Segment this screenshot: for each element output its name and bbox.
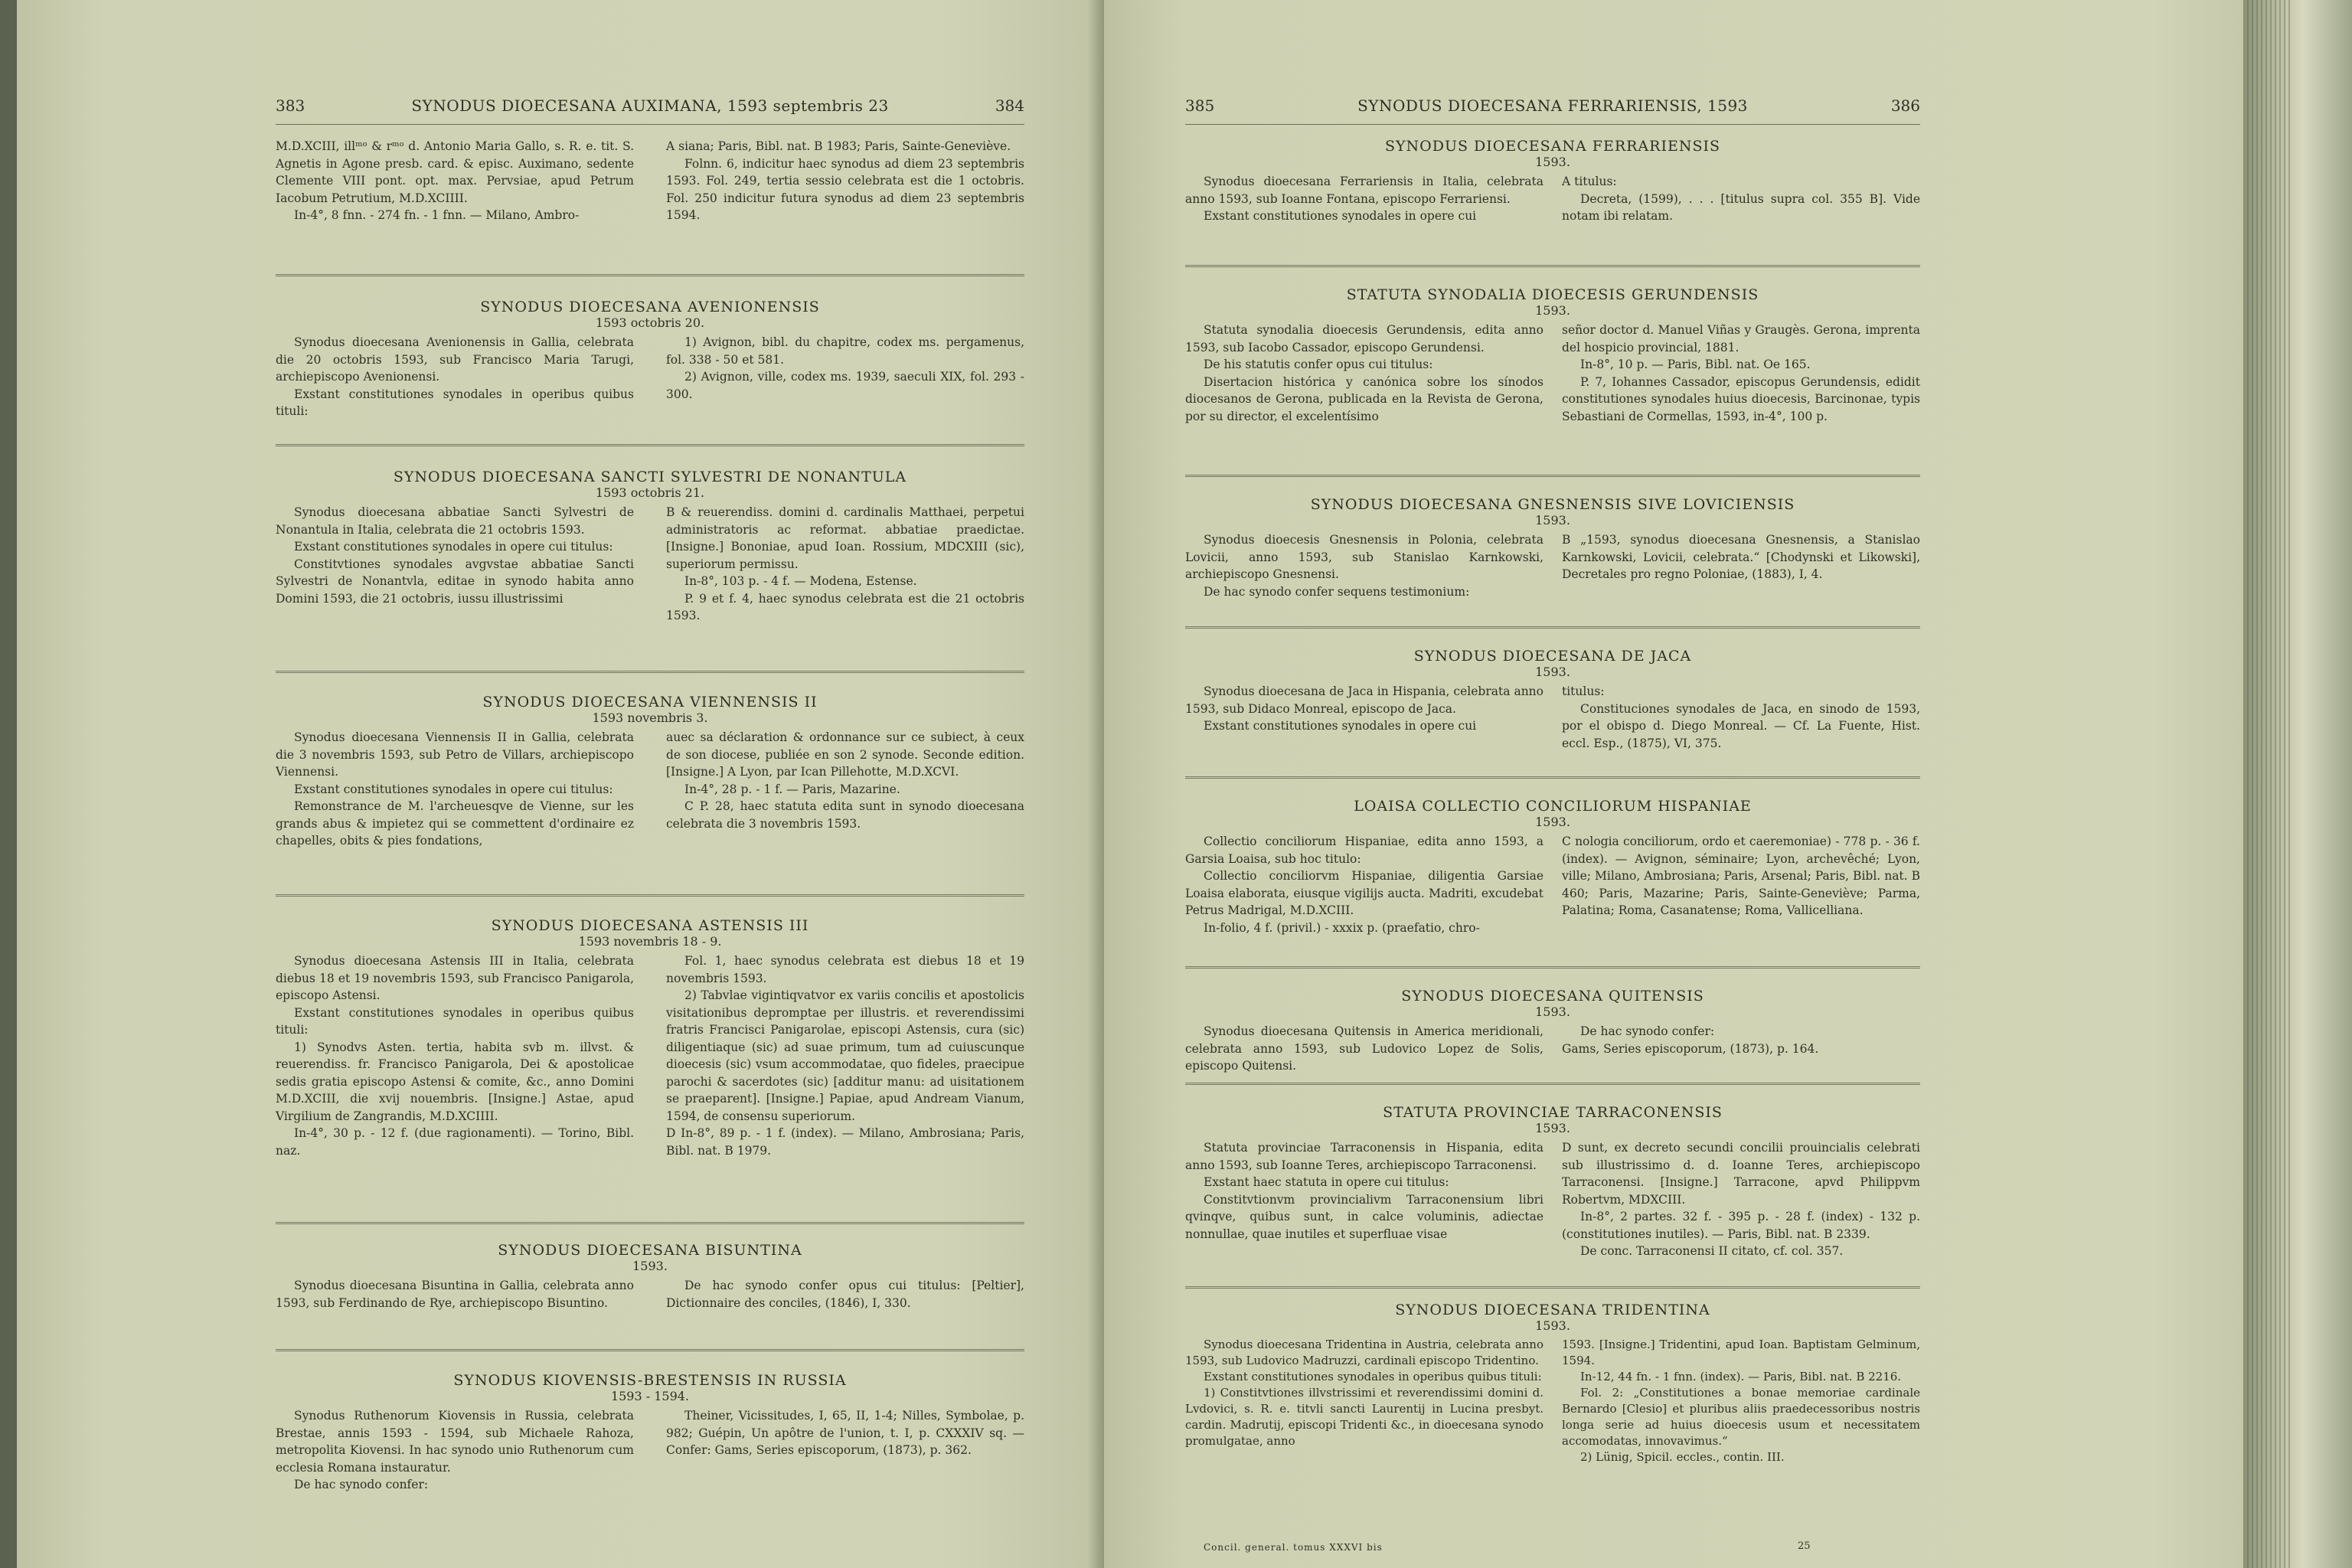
- paragraph: Exstant constitutiones synodales in opere cui titulus:: [294, 782, 613, 796]
- entry-date: 1593 octobris 21.: [595, 485, 705, 500]
- section-rule: [276, 444, 1024, 449]
- entry-date: 1593.: [1535, 665, 1570, 679]
- entry-title: SYNODUS DIOECESANA FERRARIENSIS: [1384, 138, 1720, 155]
- section-rule: [1185, 475, 1920, 480]
- paragraph: A siana; Paris, Bibl. nat. B 1983; Paris, Sainte-Geneviève.: [666, 139, 1011, 153]
- paragraph: señor doctor d. Manuel Viñas y Graugès. Gerona, imprenta del hospicio provincial, 1881.: [1562, 323, 1920, 354]
- section-rule: [1185, 626, 1920, 632]
- header-rule: [276, 124, 1024, 125]
- paragraph: P. 7, Iohannes Cassador, episcopus Gerundensis, edidit constitutiones synodales huius dioecesis, Barcinonae, typis Sebastiani de Cormellas, 1593, in-4°, 100 p.: [1562, 374, 1920, 423]
- entry-title: SYNODUS DIOECESANA GNESNENSIS SIVE LOVICIENSIS: [1310, 496, 1795, 513]
- entry-date: 1593.: [1535, 1004, 1570, 1019]
- running-head-right: [1185, 96, 1920, 124]
- paragraph: 2) Tabvlae vigintiqvatvor ex variis concilis et apostolicis visitationibus depromptae per illustris. et reverendissimi fratris Francisci Panigarolae, episcopi Astensis, cura (sic) diligentiaque (sic) ad suae primum, tum ad cuiuscunque dioecesis (sic) vsum accommodatae, quo fideles, praecipue parochi & sacerdotes (sic) [additur manu: ad uisitationem se praeparent]. [Insigne.] Papiae, apud Andream Vianum, 1594, de consensu superiorum.: [666, 988, 1024, 1123]
- paragraph: Constituciones synodales de Jaca, en sinodo de 1593, por el obispo d. Diego Monreal. — Cf. La Fuente, Hist. eccl. Esp., (1875), VI, 375.: [1562, 701, 1920, 750]
- left-column: [276, 138, 634, 224]
- section-rule: [1185, 265, 1920, 270]
- left-column: [1185, 683, 1544, 752]
- paragraph: Synodus dioecesana Astensis III in Italia, celebrata diebus 18 et 19 novembris 1593, sub Francisco Panigarola, episcopo Astensi.: [276, 954, 634, 1002]
- section-rule: [276, 894, 1024, 900]
- entry-title: LOAISA COLLECTIO CONCILIORUM HISPANIAE: [1354, 798, 1752, 815]
- paragraph: A titulus:: [1562, 175, 1617, 188]
- left-column: [1185, 531, 1544, 600]
- paragraph: 2) Lünig, Spicil. eccles., contin. III.: [1580, 1450, 1785, 1464]
- paragraph: P. 9 et f. 4, haec synodus celebrata est die 21 octobris 1593.: [666, 591, 1024, 622]
- entry-title: SYNODUS DIOECESANA QUITENSIS: [1401, 988, 1704, 1004]
- paragraph: C P. 28, haec statuta edita sunt in synodo dioecesana celebrata die 3 novembris 1593.: [666, 799, 1024, 831]
- right-page: [1104, 0, 2243, 1568]
- paragraph: In-8°, 10 p. — Paris, Bibl. nat. Oe 165.: [1580, 358, 1811, 371]
- paragraph: Theiner, Vicissitudes, I, 65, II, 1-4; Nilles, Symbolae, p. 982; Guépin, Un apôtre de l'union, t. I, p. CXXXIV sq. — Confer: Gams, Series episcoporum, (1873), p. 362.: [666, 1409, 1024, 1457]
- paragraph: Remonstrance de M. l'archeuesqve de Vienne, sur les grands abus & impietez qui se commettent d'ordinaire ez chapelles, obits & pies fondations,: [276, 799, 634, 848]
- paragraph: Statuta synodalia dioecesis Gerundensis, edita anno 1593, sub Iacobo Cassador, episcopo Gerundensi.: [1185, 323, 1544, 354]
- left-column: [1185, 833, 1544, 936]
- running-title: SYNODUS DIOECESANA FERRARIENSIS, 1593: [1357, 96, 1748, 115]
- paragraph: 1) Avignon, bibl. du chapitre, codex ms. pergamenus, fol. 338 - 50 et 581.: [666, 335, 1024, 367]
- running-head-left: [276, 96, 1024, 124]
- right-column: [1562, 1139, 1920, 1260]
- header-rule: [1185, 124, 1920, 125]
- column-number: 386: [1890, 96, 1920, 115]
- section-rule: [1185, 1286, 1920, 1292]
- entry-date: 1593.: [1535, 155, 1570, 169]
- right-column: [666, 334, 1024, 420]
- paragraph: Synodus dioecesana Tridentina in Austria, celebrata anno 1593, sub Ludovico Madruzzi, cardinali episcopo Tridentino.: [1185, 1338, 1544, 1367]
- paragraph: De hac synodo confer sequens testimonium:: [1204, 584, 1470, 599]
- paragraph: De hac synodo confer:: [294, 1478, 429, 1491]
- section-rule: [276, 274, 1024, 279]
- entry-date: 1593.: [1535, 303, 1570, 318]
- entry-title: SYNODUS DIOECESANA BISUNTINA: [498, 1242, 802, 1259]
- paragraph: Folnn. 6, indicitur haec synodus ad diem 23 septembris 1593. Fol. 249, tertia sessio celebrata est die 1 octobris. Fol. 250 indicitur futura synodus ad diem 23 septembris 1594.: [666, 156, 1024, 222]
- paragraph: D In-8°, 89 p. - 1 f. (index). — Milano, Ambrosiana; Paris, Bibl. nat. B 1979.: [666, 1126, 1024, 1158]
- paragraph: Constitvtiones synodales avgvstae abbatiae Sancti Sylvestri de Nonantvla, editae in synodo habita anno Domini 1593, die 21 octobris, iussu illustrissimi: [276, 557, 634, 606]
- column-number: 384: [995, 96, 1024, 115]
- right-column: [1562, 1023, 1920, 1075]
- paragraph: Fol. 1, haec synodus celebrata est diebus 18 et 19 novembris 1593.: [666, 954, 1024, 985]
- signature-number: 25: [1798, 1540, 1811, 1552]
- paragraph: 1) Synodvs Asten. tertia, habita svb m. illvst. & reuerendiss. fr. Francisco Panigarola, Dei & apostolicae sedis gratia episcopo Astensi & comite, &c., anno Domini M.D.XCIII, die xvij nouembris. [Insigne.] Astae, apud Virgilium de Zangrandis, M.D.XCIIII.: [276, 1040, 634, 1123]
- paragraph: De his statutis confer opus cui titulus:: [1204, 358, 1433, 371]
- left-column: [1185, 173, 1544, 225]
- entry-title: STATUTA PROVINCIAE TARRACONENSIS: [1383, 1104, 1723, 1121]
- column-number: 383: [276, 96, 305, 115]
- entry-title: SYNODUS DIOECESANA DE JACA: [1413, 648, 1692, 665]
- section-rule: [1185, 776, 1920, 782]
- entry-title: STATUTA SYNODALIA DIOECESIS GERUNDENSIS: [1346, 286, 1759, 303]
- paragraph: Exstant constitutiones synodales in operibus quibus tituli:: [1204, 1370, 1542, 1383]
- signature-line: Concil. general. tomus XXXVI bis: [1204, 1542, 1383, 1553]
- entry-kiovensis: [276, 1372, 1024, 1494]
- entry-tridentina: [1185, 1302, 1920, 1465]
- entry-quitensis: [1185, 988, 1920, 1075]
- paragraph: 1593. [Insigne.] Tridentini, apud Ioan. Baptistam Gelminum, 1594.: [1562, 1338, 1920, 1367]
- paragraph: Synodus dioecesana Quitensis in America meridionali, celebrata anno 1593, sub Ludovico Lopez de Solis, episcopo Quitensi.: [1185, 1024, 1544, 1073]
- section-rule: [276, 671, 1024, 676]
- entry-auximana-continuation: [276, 138, 1024, 224]
- paragraph: Collectio conciliorvm Hispaniae, diligentia Garsiae Loaisa elaborata, eiusque vigilijs aucta. Madriti, excudebat Petrus Madrigal, M.D.XCIII.: [1185, 869, 1544, 917]
- paragraph: In-8°, 2 partes. 32 f. - 395 p. - 28 f. (index) - 132 p. (constitutiones inutiles). — Paris, Bibl. nat. B 2339.: [1562, 1210, 1920, 1241]
- paragraph: C nologia conciliorum, ordo et caeremoniae) - 778 p. - 36 f. (index). — Avignon, séminaire; Lyon, archevêché; Lyon, ville; Milano, Ambrosiana; Paris, Arsenal; Paris, Bibl. nat. B 460; Paris, Mazarine; Paris, Sainte-Geneviève; Parma, Palatina; Roma, Casanatense; Roma, Vallicelliana.: [1562, 835, 1920, 917]
- paragraph: In-4°, 28 p. - 1 f. — Paris, Mazarine.: [684, 782, 900, 796]
- entry-date: 1593.: [1535, 1318, 1570, 1333]
- paragraph: In-folio, 4 f. (privil.) - xxxix p. (praefatio, chro-: [1204, 920, 1480, 935]
- right-column: [1562, 1337, 1920, 1465]
- entry-jaca: [1185, 648, 1920, 752]
- paragraph: In-4°, 8 fnn. - 274 fn. - 1 fnn. — Milano, Ambro-: [294, 208, 580, 222]
- paragraph: Synodus Ruthenorum Kiovensis in Russia, celebrata Brestae, annis 1593 - 1594, sub Michaele Rahoza, metropolita Kiovensi. In hac synodo unio Ruthenorum cum ecclesia Romana instauratur.: [276, 1409, 634, 1475]
- right-column: [1562, 833, 1920, 936]
- paragraph: titulus:: [1562, 684, 1605, 698]
- paragraph: D sunt, ex decreto secundi concilii prouincialis celebrati sub illustrissimo d. d. Ioanne Teres, archiepiscopo Tarraconensi. [Insigne.] Tarracone, apvd Philippvm Robertvm, MDXCIII.: [1562, 1141, 1920, 1207]
- paragraph: Synodus dioecesana Bisuntina in Gallia, celebrata anno 1593, sub Ferdinando de Rye, archiepiscopo Bisuntino.: [276, 1279, 634, 1310]
- paragraph: B „1593, synodus dioecesana Gnesnensis, a Stanislao Karnkowski, Lovicii, celebrata.“ [Chodynski et Likowski], Decretales pro regno Poloniae, (1883), I, 4.: [1562, 533, 1920, 581]
- right-column: [1562, 322, 1920, 425]
- paragraph: In-8°, 103 p. - 4 f. — Modena, Estense.: [684, 574, 917, 588]
- right-column: [666, 138, 1024, 224]
- paragraph: Exstant constitutiones synodales in opere cui titulus:: [294, 540, 613, 554]
- section-rule: [1185, 966, 1920, 972]
- paragraph: De hac synodo confer:: [1580, 1024, 1715, 1038]
- paragraph: Decreta, (1599), . . . [titulus supra col. 355 B]. Vide notam ibi relatam.: [1562, 191, 1920, 223]
- page-edges-lines: [2247, 0, 2293, 1568]
- entry-date: 1593 novembris 18 - 9.: [578, 934, 722, 949]
- paragraph: De hac synodo confer opus cui titulus: [Peltier], Dictionnaire des conciles, (1846), I, 330.: [666, 1279, 1024, 1310]
- left-column: [276, 334, 634, 420]
- left-column: [276, 504, 634, 625]
- running-title: SYNODUS DIOECESANA AUXIMANA, 1593 septembris 23: [411, 96, 889, 115]
- binding-edge: [0, 0, 17, 1568]
- left-column: [276, 1277, 634, 1312]
- entry-date: 1593 novembris 3.: [592, 710, 708, 725]
- entry-date: 1593 octobris 20.: [595, 315, 705, 330]
- paragraph: Synodus dioecesana de Jaca in Hispania, celebrata anno 1593, sub Didaco Monreal, episcopo de Jaca.: [1185, 684, 1544, 716]
- paragraph: Exstant haec statuta in opere cui titulus:: [1204, 1175, 1449, 1189]
- entry-astensis: [276, 917, 1024, 1159]
- paragraph: Exstant constitutiones synodales in operibus quibus tituli:: [276, 1005, 634, 1037]
- entry-title: SYNODUS DIOECESANA SANCTI SYLVESTRI DE NONANTULA: [393, 469, 907, 485]
- right-column: [1562, 683, 1920, 752]
- right-column: [1562, 173, 1920, 225]
- left-page: [17, 0, 1104, 1568]
- left-column: [1185, 1337, 1544, 1465]
- entry-title: SYNODUS DIOECESANA TRIDENTINA: [1395, 1302, 1710, 1318]
- entry-title: SYNODUS DIOECESANA ASTENSIS III: [491, 917, 809, 934]
- entry-date: 1593 - 1594.: [610, 1389, 690, 1403]
- entry-bisuntina: [276, 1242, 1024, 1312]
- paragraph: In-4°, 30 p. - 12 f. (due ragionamenti). — Torino, Bibl. naz.: [276, 1126, 634, 1158]
- entry-avenionensis: [276, 299, 1024, 420]
- right-column: [666, 729, 1024, 850]
- left-column: [1185, 322, 1544, 425]
- paragraph: Synodus dioecesana Ferrariensis in Italia, celebrata anno 1593, sub Ioanne Fontana, episcopo Ferrariensi.: [1185, 175, 1544, 206]
- paragraph: Synodus dioecesana abbatiae Sancti Sylvestri de Nonantula in Italia, celebrata die 21 octobris 1593.: [276, 505, 634, 537]
- paragraph: Exstant constitutiones synodales in opere cui: [1204, 209, 1477, 223]
- paragraph: B & reuerendiss. domini d. cardinalis Matthaei, perpetui administratoris ac reformat. abbatiae praedictae. [Insigne.] Bononiae, apud Ioan. Rossium, MDCXIII (sic), superiorum permissu.: [666, 505, 1024, 571]
- entry-date: 1593.: [1535, 513, 1570, 528]
- entry-title: SYNODUS DIOECESANA VIENNENSIS II: [482, 694, 818, 710]
- right-column: [666, 952, 1024, 1159]
- paragraph: Disertacion histórica y canónica sobre los sínodos diocesanos de Gerona, publicada en la Revista de Gerona, por su director, el excelentísimo: [1185, 374, 1544, 423]
- paragraph: auec sa déclaration & ordonnance sur ce subiect, à ceux de son diocese, publiée en son 2 synode. Seconde edition. [Insigne.] A Lyon, par Ican Pillehotte, M.D.XCVI.: [666, 730, 1024, 779]
- entry-ferrariensis: [1185, 138, 1920, 225]
- paragraph: De conc. Tarraconensi II citato, cf. col. 357.: [1580, 1244, 1844, 1258]
- entry-date: 1593.: [632, 1259, 668, 1273]
- left-column: [276, 1407, 634, 1494]
- paragraph: Synodus dioecesana Avenionensis in Gallia, celebrata die 20 octobris 1593, sub Francisco Maria Tarugi, archiepiscopo Avenionensi.: [276, 335, 634, 384]
- entry-loaisa: [1185, 798, 1920, 936]
- entry-title: SYNODUS KIOVENSIS-BRESTENSIS IN RUSSIA: [453, 1372, 847, 1389]
- entry-nonantula: [276, 469, 1024, 625]
- paragraph: Statuta provinciae Tarraconensis in Hispania, edita anno 1593, sub Ioanne Teres, archiepiscopo Tarraconensi.: [1185, 1141, 1544, 1172]
- paragraph: 1) Constitvtiones illvstrissimi et reverendissimi domini d. Lvdovici, s. R. e. titvli sancti Laurentij in Lucina presbyt. cardin. Madrutij, episcopi Tridenti &c., in dioecesana synodo promulgatae, anno: [1185, 1386, 1544, 1448]
- paragraph: Gams, Series episcoporum, (1873), p. 164.: [1562, 1041, 1819, 1056]
- left-column: [1185, 1023, 1544, 1075]
- left-column: [276, 729, 634, 850]
- entry-date: 1593.: [1535, 815, 1570, 829]
- right-column: [666, 1407, 1024, 1494]
- entry-viennensis: [276, 694, 1024, 850]
- section-rule: [276, 1222, 1024, 1227]
- paragraph: Constitvtionvm provincialivm Tarraconensium libri qvinqve, quibus sunt, in calce voluminis, adiectae nonnullae, quae inutiles et superfluae visae: [1185, 1192, 1544, 1241]
- right-column: [666, 504, 1024, 625]
- entry-tarraconensis: [1185, 1104, 1920, 1260]
- entry-gerundensis: [1185, 286, 1920, 425]
- paragraph: Exstant constitutiones synodales in operibus quibus tituli:: [276, 387, 634, 418]
- paragraph: M.D.XCIII, illᵐᵒ & rᵐᵒ d. Antonio Maria Gallo, s. R. e. tit. S. Agnetis in Agone presb. card. & episc. Auximano, sedente Clemente VIII pont. opt. max. Pervsiae, apud Petrum Iacobum Petrutium, M.D.XCIIII.: [276, 139, 634, 205]
- left-column: [1185, 1139, 1544, 1260]
- left-column: [276, 952, 634, 1159]
- right-column: [666, 1277, 1024, 1312]
- paragraph: 2) Avignon, ville, codex ms. 1939, saeculi XIX, fol. 293 - 300.: [666, 370, 1024, 401]
- column-number: 385: [1185, 96, 1215, 115]
- entry-title: SYNODUS DIOECESANA AVENIONENSIS: [480, 299, 820, 315]
- section-rule: [1185, 1083, 1920, 1088]
- entry-date: 1593.: [1535, 1121, 1570, 1135]
- paragraph: Exstant constitutiones synodales in opere cui: [1204, 719, 1477, 733]
- paragraph: Collectio conciliorum Hispaniae, edita anno 1593, a Garsia Loaisa, sub hoc titulo:: [1185, 835, 1544, 866]
- paragraph: Synodus dioecesana Viennensis II in Gallia, celebrata die 3 novembris 1593, sub Petro de Villars, archiepiscopo Viennensi.: [276, 730, 634, 779]
- section-rule: [276, 1349, 1024, 1354]
- right-column: [1562, 531, 1920, 600]
- paragraph: In-12, 44 fn. - 1 fnn. (index). — Paris, Bibl. nat. B 2216.: [1580, 1370, 1902, 1383]
- paragraph: Synodus dioecesis Gnesnensis in Polonia, celebrata Lovicii, anno 1593, sub Stanislao Karnkowski, archiepiscopo Gnesnensi.: [1185, 533, 1544, 581]
- entry-gnesnensis: [1185, 496, 1920, 600]
- paragraph: Fol. 2: „Constitutiones a bonae memoriae cardinale Bernardo [Clesio] et pluribus aliis praedecessoribus nostris longa serie ad huius dioecesis usum et necessitatem accomodatas, innovavimus.“: [1562, 1386, 1920, 1448]
